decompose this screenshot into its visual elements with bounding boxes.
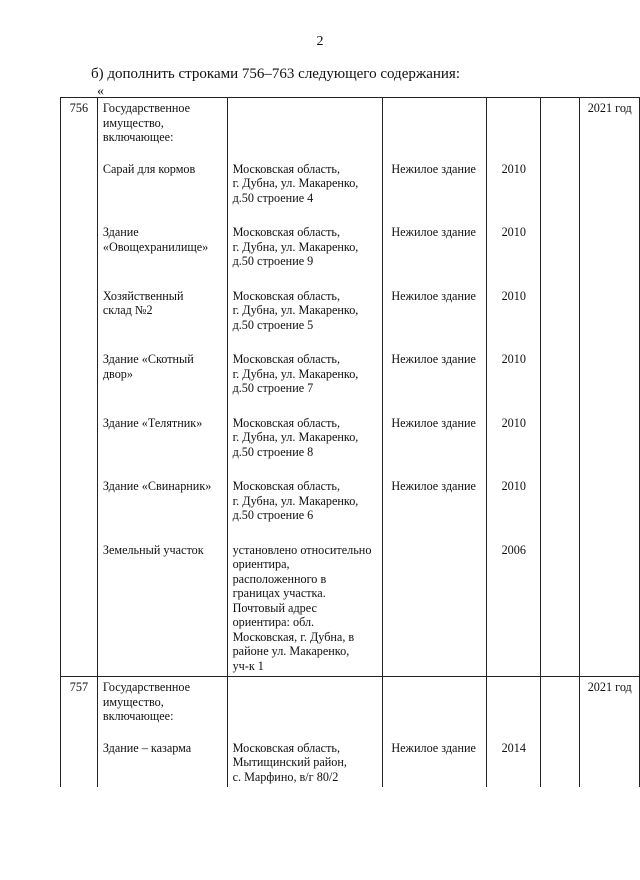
item-address: Московская область, г. Дубна, ул. Макаренко, д.50 строение 5	[232, 288, 359, 332]
item-address-cell	[227, 413, 383, 477]
item-year: 2014	[487, 738, 541, 788]
item-name-cell	[97, 738, 227, 788]
item-address: Московская область, Мытищинский район, с. Марфино, в/г 80/2	[232, 740, 347, 784]
item-name-cell	[97, 476, 227, 540]
item-address: Московская область, г. Дубна, ул. Макаренко, д.50 строение 6	[232, 479, 359, 522]
item-name-cell	[97, 222, 227, 286]
item-year: 2010	[487, 349, 541, 413]
item-address: Московская область, г. Дубна, ул. Макаренко, д.50 строение 9	[232, 225, 359, 268]
item-year: 2010	[487, 159, 541, 223]
period-cell: 2021 год	[580, 677, 640, 788]
item-row	[61, 540, 640, 677]
empty-cell	[541, 349, 580, 413]
item-year: 2010	[487, 286, 541, 350]
item-type: Нежилое здание	[383, 222, 487, 286]
page-number: 2	[316, 34, 324, 49]
item-type	[383, 540, 487, 677]
empty-cell	[541, 476, 580, 540]
item-name: Сарай для кормов	[102, 161, 196, 176]
item-row	[61, 413, 640, 477]
item-name: Здание «Овощехранилище»	[102, 225, 209, 254]
item-row	[61, 222, 640, 286]
year-cell	[487, 677, 541, 738]
property-table	[60, 97, 640, 787]
item-name: Здание «Скотный двор»	[102, 352, 194, 381]
item-name-cell	[97, 413, 227, 477]
item-type: Нежилое здание	[383, 738, 487, 788]
item-address: Московская область, г. Дубна, ул. Макаренко, д.50 строение 7	[232, 352, 359, 395]
item-address-cell	[227, 540, 383, 677]
item-year: 2006	[487, 540, 541, 677]
item-address-cell	[227, 738, 383, 788]
item-name: Хозяйственный склад №2	[102, 288, 184, 317]
group-heading-text: Государственное имущество, включающее:	[102, 101, 191, 144]
empty-cell	[541, 413, 580, 477]
item-row	[61, 349, 640, 413]
open-quote: «	[97, 84, 104, 99]
item-name-cell	[97, 286, 227, 350]
item-type: Нежилое здание	[383, 286, 487, 350]
empty-cell	[541, 222, 580, 286]
group-heading	[97, 677, 227, 738]
item-year: 2010	[487, 222, 541, 286]
address-cell	[227, 677, 383, 738]
item-address-cell	[227, 222, 383, 286]
item-address-cell	[227, 349, 383, 413]
item-address-cell	[227, 159, 383, 223]
type-cell	[383, 677, 487, 738]
item-year: 2010	[487, 413, 541, 477]
intro-text: б) дополнить строками 756–763 следующего содержания:	[91, 66, 460, 82]
group-heading	[97, 98, 227, 159]
item-name: Земельный участок	[102, 542, 204, 557]
item-type: Нежилое здание	[383, 476, 487, 540]
type-cell	[383, 98, 487, 159]
item-address: установлено относительно ориентира, расположенного в границах участка. Почтовый адрес ориентира: обл. Московская, г. Дубна, в районе ул. Макаренко, уч-к 1	[232, 542, 372, 673]
item-row	[61, 738, 640, 788]
item-row	[61, 286, 640, 350]
item-name-cell	[97, 159, 227, 223]
table-row	[61, 677, 640, 738]
period-cell: 2021 год	[580, 98, 640, 677]
item-year: 2010	[487, 476, 541, 540]
item-name: Здание – казарма	[102, 740, 192, 755]
group-heading-text: Государственное имущество, включающее:	[102, 680, 191, 723]
item-name: Здание «Телятник»	[102, 415, 203, 430]
item-row	[61, 159, 640, 223]
item-name-cell	[97, 540, 227, 677]
empty-cell	[541, 98, 580, 159]
empty-cell	[541, 738, 580, 788]
item-address: Московская область, г. Дубна, ул. Макаренко, д.50 строение 4	[232, 161, 359, 205]
item-type: Нежилое здание	[383, 413, 487, 477]
empty-cell	[541, 540, 580, 677]
item-address-cell	[227, 286, 383, 350]
empty-cell	[541, 159, 580, 223]
empty-cell	[541, 286, 580, 350]
item-type: Нежилое здание	[383, 349, 487, 413]
item-type: Нежилое здание	[383, 159, 487, 223]
empty-cell	[541, 677, 580, 738]
row-number: 756	[61, 98, 98, 677]
address-cell	[227, 98, 383, 159]
year-cell	[487, 98, 541, 159]
item-address-cell	[227, 476, 383, 540]
item-name-cell	[97, 349, 227, 413]
table-row	[61, 98, 640, 159]
item-row	[61, 476, 640, 540]
item-address: Московская область, г. Дубна, ул. Макаренко, д.50 строение 8	[232, 415, 359, 459]
item-name: Здание «Свинарник»	[102, 479, 212, 493]
row-number: 757	[61, 677, 98, 788]
